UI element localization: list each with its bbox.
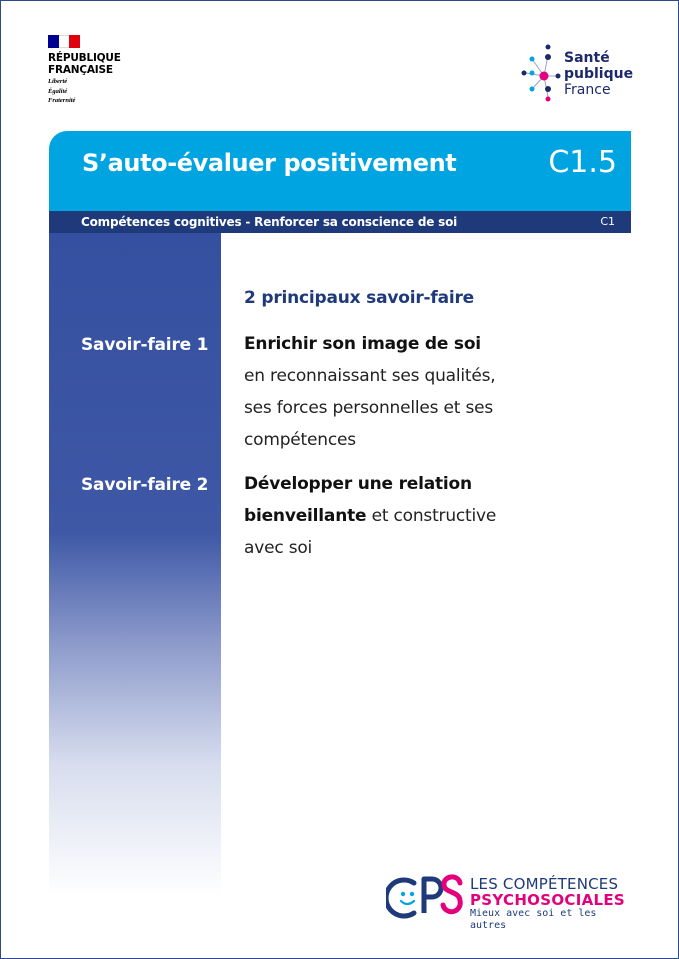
savoir-faire-2-text — [244, 468, 514, 564]
savoir-faire-2-title: Développer une relation bienveillante — [244, 474, 472, 526]
spf-molecule-icon — [518, 41, 564, 105]
sante-publique-france-logo — [518, 41, 638, 105]
side-column — [49, 233, 221, 897]
spf-wordmark — [564, 50, 633, 98]
competence-category: Compétences cognitives - Renforcer sa conscience de soi — [81, 215, 458, 229]
cps-line1: LES COMPÉTENCES — [470, 875, 619, 893]
spf-line3: France — [564, 82, 611, 98]
rf-motto-1: Liberté — [48, 78, 68, 85]
spf-line2: publique — [564, 66, 634, 82]
cps-wordmark — [470, 876, 636, 932]
rf-motto-2: Égalité — [48, 87, 68, 95]
card-title: S’auto-évaluer positivement — [82, 149, 457, 177]
savoir-faire-2-label: Savoir-faire 2 — [81, 475, 209, 495]
cps-logo — [386, 869, 636, 931]
savoir-faire-1-title: Enrichir son image de soi — [244, 334, 481, 354]
section-title: 2 principaux savoir-faire — [244, 288, 474, 308]
rf-name-line1: RÉPUBLIQUE — [48, 52, 121, 64]
cps-tagline: Mieux avec soi et les autres — [470, 908, 597, 931]
savoir-faire-1-detail: en reconnaissant ses qualités, ses forces personnelles et ses compétences — [244, 366, 496, 450]
rf-name-line2: FRANÇAISE — [48, 64, 113, 76]
cps-line2: PSYCHOSOCIALES — [470, 891, 625, 909]
republique-francaise-logo — [48, 35, 148, 105]
card-code: C1.5 — [548, 145, 617, 180]
french-flag-icon — [48, 35, 80, 48]
savoir-faire-1-text — [244, 328, 574, 456]
header-band — [49, 131, 631, 211]
sub-header-band — [49, 211, 631, 233]
cps-smiley-icon — [386, 869, 466, 921]
savoir-faire-2-detail: et constructive avec soi — [244, 506, 497, 558]
savoir-faire-1-label: Savoir-faire 1 — [81, 335, 209, 355]
category-code: C1 — [600, 215, 615, 228]
rf-motto-3: Fraternité — [48, 97, 76, 104]
spf-line1: Santé — [564, 50, 610, 66]
